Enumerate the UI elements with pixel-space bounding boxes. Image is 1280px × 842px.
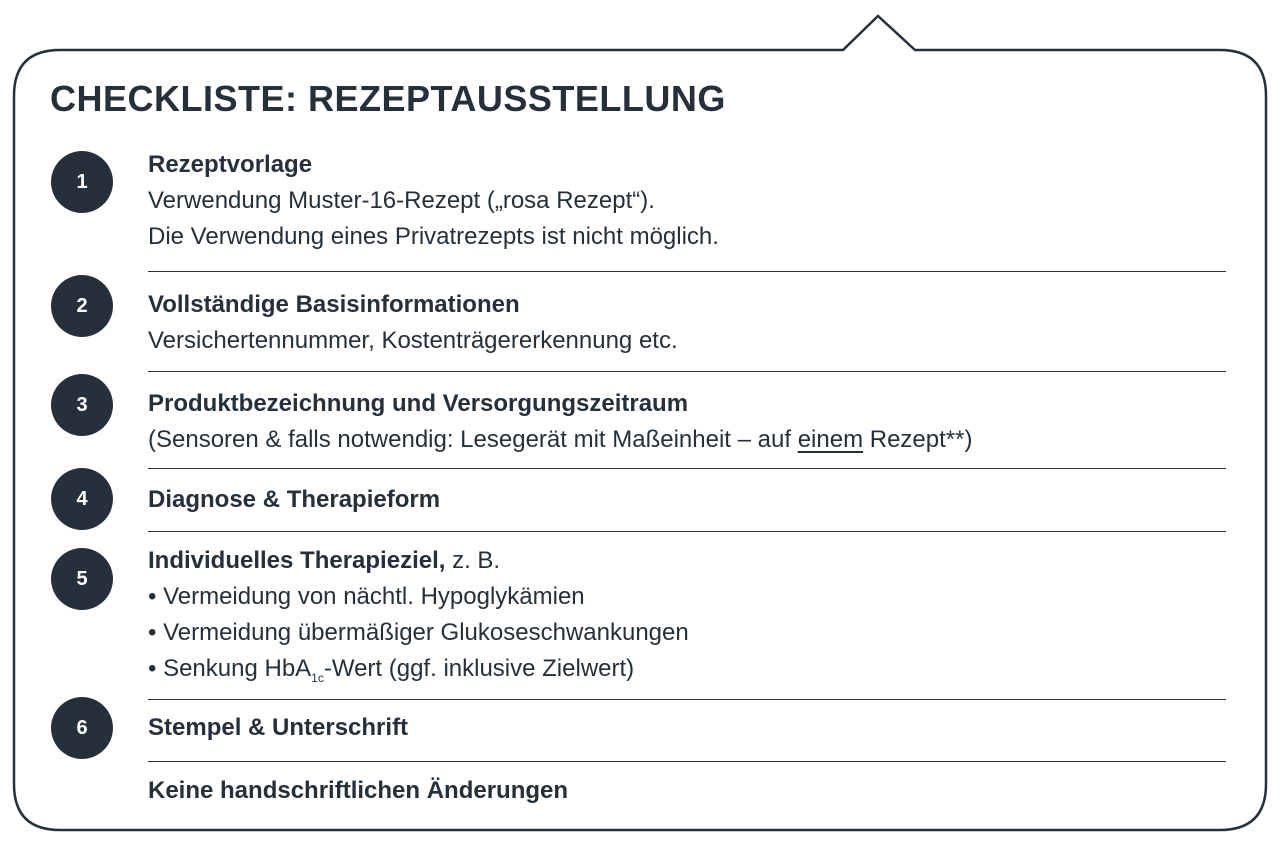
checklist-item-2 xyxy=(148,287,1226,359)
bullet-text-start: • Senkung HbA xyxy=(148,655,312,682)
step-number-1: 1 xyxy=(51,151,113,213)
footer-note xyxy=(148,773,1226,809)
page-title: CHECKLISTE: REZEPTAUSSTELLUNG xyxy=(50,78,726,119)
checklist-item-5 xyxy=(148,543,1226,687)
item-heading-text: Individuelles Therapieziel, xyxy=(148,547,446,574)
step-number-4: 4 xyxy=(51,468,113,530)
bullet-item: • Vermeidung übermäßiger Glukoseschwankungen xyxy=(148,619,689,646)
divider xyxy=(148,468,1226,469)
item-heading-suffix: z. B. xyxy=(445,547,501,574)
item-text: Die Verwendung eines Privatrezepts ist nicht möglich. xyxy=(148,223,719,250)
item-heading: Stempel & Unterschrift xyxy=(148,714,409,741)
item-heading: Diagnose & Therapieform xyxy=(148,486,441,513)
bullet-item xyxy=(148,651,1226,687)
item-heading: Rezeptvorlage xyxy=(148,151,313,178)
checklist-item-3 xyxy=(148,386,1226,458)
step-number-2: 2 xyxy=(51,275,113,337)
checklist-item-1 xyxy=(148,147,1226,255)
divider xyxy=(148,761,1226,762)
item-heading: Produktbezeichnung und Versorgungszeitraum xyxy=(148,390,689,417)
item-heading: Vollständige Basisinformationen xyxy=(148,291,520,318)
item-text-start: (Sensoren & falls notwendig: Lesegerät mit Maßeinheit – auf xyxy=(148,426,798,453)
step-number-6: 6 xyxy=(51,697,113,759)
bullet-item: • Vermeidung von nächtl. Hypoglykämien xyxy=(148,583,585,610)
divider xyxy=(148,699,1226,700)
footer-text: Keine handschriftlichen Änderungen xyxy=(148,777,569,804)
hba1c-subscript: 1c xyxy=(311,670,324,685)
item-text xyxy=(148,422,1226,458)
step-number-5: 5 xyxy=(51,548,113,610)
item-text-end: Rezept**) xyxy=(863,426,973,453)
item-heading xyxy=(148,543,1226,579)
divider xyxy=(148,371,1226,372)
step-number-3: 3 xyxy=(51,374,113,436)
checklist-item-4 xyxy=(148,482,1226,518)
bullet-text-end: -Wert (ggf. inklusive Zielwert) xyxy=(323,655,635,682)
divider xyxy=(148,271,1226,272)
item-text: Verwendung Muster-16-Rezept („rosa Rezept“). xyxy=(148,187,655,214)
underlined-word: einem xyxy=(797,426,864,453)
divider xyxy=(148,531,1226,532)
checklist-item-6 xyxy=(148,710,1226,746)
item-text: Versichertennummer, Kostenträgererkennung etc. xyxy=(148,327,678,354)
